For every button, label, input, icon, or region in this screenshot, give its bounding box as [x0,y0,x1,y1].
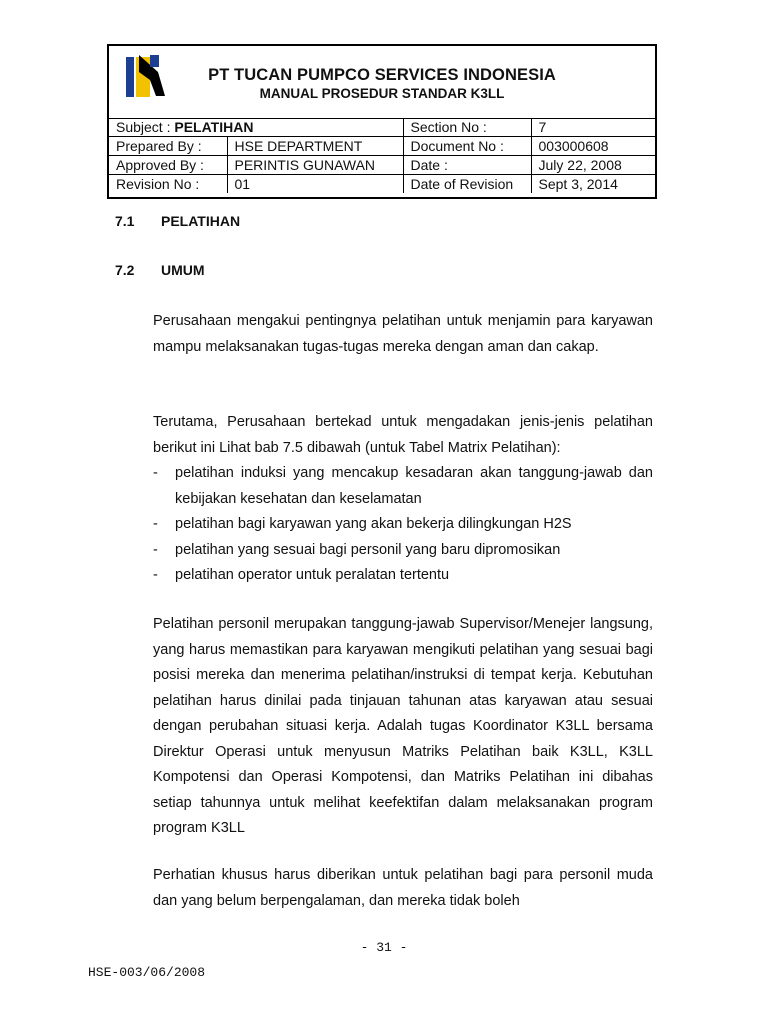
section-number: 7.2 [115,262,135,278]
list-dash: - [153,541,158,558]
subject-value: PELATIHAN [174,118,254,135]
subject-cell [109,118,403,137]
paragraph-training-types: Terutama, Perusahaan bertekad untuk mengadakan jenis-jenis pelatihan berikut ini Lihat bab 7.5 dibawah (untuk Tabel Matrix Pelatihan): [153,414,653,456]
prepared-value: HSE DEPARTMENT [227,137,403,156]
section-heading-7-2 [115,262,415,280]
document-meta-table [109,118,655,193]
list-item: - pelatihan bagi karyawan yang akan bekerja dilingkungan H2S [153,512,653,538]
section-value: 7 [531,118,655,137]
date-revision-label: Date of Revision [403,175,531,194]
meta-row-subject [109,118,655,137]
list-item: - pelatihan induksi yang mencakup kesadaran akan tanggung-jawab dan kebijakan kesehatan dan keselamatan [153,461,653,512]
page-number: - 31 - [360,940,408,955]
paragraph-responsibility: Pelatihan personil merupakan tanggung-jawab Supervisor/Menejer langsung, yang harus memastikan para karyawan mengikuti pelatihan yang sesuai bagi posisi mereka dan menerima pelatihan/instruksi di tempat kerja. Kebutuhan pelatihan harus dinilai pada tinjauan tahunan atas karyawan atau sesuai dengan perubahan situasi kerja. Adalah tugas Koordinator K3LL bersama Direktur Operasi untuk menyusun Matriks Pelatihan baik K3LL, K3LL Kompotensi dan Operasi Kompotensi, dan Matriks Pelatihan ini dibahas setiap tahunnya untuk melihat keefektifan dalam melaksanakan program program K3LL [153,616,653,836]
document-reference: HSE-003/06/2008 [88,965,206,980]
date-label: Date : [403,156,531,175]
company-name: PT TUCAN PUMPCO SERVICES INDONESIA [208,66,556,84]
manual-title: MANUAL PROSEDUR STANDAR K3LL [259,86,505,101]
meta-row-approved [109,156,655,175]
section-number: 7.1 [115,213,135,229]
date-value: July 22, 2008 [531,156,655,175]
prepared-label: Prepared By : [109,137,227,156]
approved-label: Approved By : [109,156,227,175]
revision-value: 01 [227,175,403,194]
meta-row-revision [109,175,655,194]
document-header [107,44,657,199]
document-value: 003000608 [531,137,655,156]
section-title: UMUM [161,262,205,278]
training-list [153,461,653,589]
list-item: - pelatihan operator untuk peralatan tertentu [153,563,653,589]
date-revision-value: Sept 3, 2014 [531,175,655,194]
paragraph-special-attention: Perhatian khusus harus diberikan untuk pelatihan bagi para personil muda dan yang belum berpengalaman, dan mereka tidak boleh [153,867,653,909]
meta-row-prepared [109,137,655,156]
section-heading-7-1 [115,213,415,231]
list-dash: - [153,465,158,481]
list-dash: - [153,516,158,532]
paragraph-intro: Perusahaan mengakui pentingnya pelatihan untuk menjamin para karyawan mampu melaksanakan tugas-tugas mereka dengan aman dan cakap. [153,313,653,355]
header-title-area [109,46,655,119]
approved-value: PERINTIS GUNAWAN [227,156,403,175]
list-item: - pelatihan yang sesuai bagi personil yang baru dipromosikan [153,538,653,564]
subject-label: Subject : [116,118,175,135]
section-label: Section No : [403,118,531,137]
revision-label: Revision No : [109,175,227,194]
document-label: Document No : [403,137,531,156]
list-dash: - [153,567,158,583]
section-title: PELATIHAN [161,213,241,229]
